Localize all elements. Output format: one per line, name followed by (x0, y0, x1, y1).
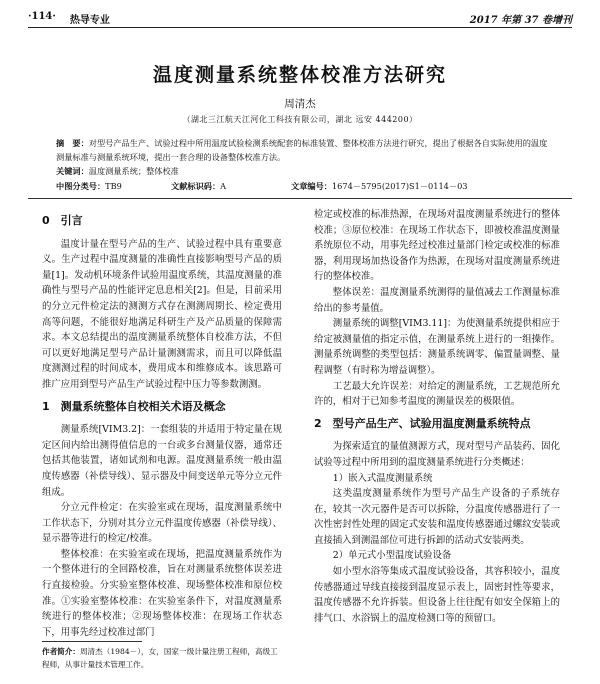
affiliation: （湖北三江航天江河化工科技有限公司，湖北 远安 444200） (182, 115, 418, 124)
para-system-adjustment: 测量系统的调整[VIM3.11]：为使测量系统提供相应于给定被测量值的指定示值，在测量系统上进行的一组操作。测量系统调整的类型包括：测量系统调零、偏置量调整、量程调整（有时称为增益调整）。 (314, 318, 560, 376)
abstract-label: 摘 要： (56, 138, 89, 148)
para-overall-error: 整体误差：温度测量系统测得的量值减去工作测量标准给出的参考量值。 (314, 286, 560, 314)
article-title: 温度测量系统整体校准方法研究 (152, 64, 447, 86)
running-header (28, 10, 572, 26)
clc-value: TB9 (105, 181, 122, 191)
item2-text: 如小型水浴等集成式温度试验设备，其容积较小，温度传感器通过导线直接接到温度显示表上，固密封性等要求，温度传感器不允许拆装。但设备上往往配有如安全保箱上的排气口、水浴锅上的温度检测口等的预留口。 (314, 566, 560, 624)
author: 周清杰 (284, 98, 316, 110)
journal-issue: 2017 年第 37 卷增刊 (469, 14, 572, 26)
item1-text: 这类温度测量系统作为型号产品生产设备的子系统存在，较其一次元器件是否可以拆除，分温度传感器进行了一次性密封性处理的固定式安装和温度传感器通过螺纹安装或直接插入到测温部位可进行拆卸的活动式安装两类。 (314, 488, 560, 546)
doc-code-value: A (220, 181, 227, 191)
para-continued: 检定或校准的标准热源，在现场对温度测量系统进行的整体校准；③原位校准：在现场工作状态下，即被校准温度测量系统原位不动，用事先经过校准过量部门检定或校准的标准器，利用现场加热设备作为热源，在现场对温度测量系统进行的整体校准。 (314, 209, 560, 283)
section2-heading: 2 型号产品生产、试验用温度测量系统特点 (314, 416, 531, 430)
author-footnote (42, 645, 282, 671)
article-number-label: 文章编号： (291, 181, 332, 191)
intro-heading: 0 引言 (42, 214, 83, 227)
intro-paragraph: 温度计量在型号产品的生产、试验过程中具有重要意义。生产过程中温度测量的准确性直接影响型号产品的质量[1]。发动机环境条件试验用温度系统，其温度测量的准确性与型号产品的性能评定息息相关[2]。但是，目前采用的分立元件检定法的测测方式存在测测周期长、检定费用高等问题，不能很好地满足科研生产及产品质量的保障需求。本文总结提出的温度测量系统整体自校准方法，不但可以更好地满足型号产品计量测测需求，而且可以降低温度测测过程的时间成本，费用成本和维修成本。该思路可推广应用到型号产品生产试验过程中压力等参数测测。 (42, 238, 282, 390)
keywords (56, 166, 552, 177)
keywords-label: 关键词： (56, 166, 89, 176)
journal-section: 热导专业 (69, 14, 110, 26)
page-number: ·114· (28, 10, 56, 22)
para-component-calibration: 分立元件检定：在实验室或在现场，温度测量系统中工作状态下，分别对其分立元件温度传感器（补偿导线）、显示器等进行的检定/校准。 (42, 502, 282, 545)
para-process-tolerance: 工艺最大允许误差：对给定的测量系统，工艺规范所允许的，相对于已知参考温度的测量误差的极限值。 (314, 380, 560, 408)
article-number-value: 1674－5795(2017)S1－0114－03 (331, 181, 468, 191)
footnote-text: 周清杰（1984－），女，国家一级计量注册工程师，高级工程师，从事计量技术管理工作。 (42, 647, 278, 669)
classification-line (56, 181, 552, 192)
para-section2-intro: 为探索适宜的量值测源方式，现对型号产品装药、固化试验等过程中所用到的温度测量系统进行分类概述： (314, 441, 560, 468)
footnote-rule (42, 641, 142, 642)
para-measurement-system: 测量系统[VIM3.2]：一套组装的并适用于特定量在规定区间内给出测得值信息的一台或多台测量仪器，通常还包括其他装置，诸如试剂和电源。温度测量系统一般由温度传感器（补偿导线）、显示器及中间变送单元等分立元件组成。 (42, 424, 282, 498)
doc-code-label: 文献标识码： (171, 181, 221, 191)
left-column (42, 207, 282, 640)
para-overall-calibration: 整体校准：在实验室或在现场，把温度测量系统作为一个整体进行的全回路校准，旨在对测量系统整体误差进行直接检验。分实验室整体校准、现场整体校准和原位校准。①实验室整体校准：在实验室条件下，对温度测量系统进行的整体校准；②现场整体校准：在现场工作状态下，用事先经过校准过部门 (42, 548, 282, 638)
abstract (56, 136, 552, 164)
item1-heading: 1）嵌入式温度测量系统 (332, 472, 433, 484)
keywords-text: 温度测量系统；整体校准 (88, 166, 179, 176)
clc-label: 中图分类号： (56, 181, 106, 191)
abstract-text: 对型号产品生产、试验过程中所用温度试验检测系统配套的标准装置、整体校准方法进行研究，提出了根据各自实际使用的温度测量标准与测量系统环境，提出一套合理的设备整体校准方法。 (56, 138, 548, 162)
item2-heading: 2）单元式小型温度试验设备 (332, 550, 452, 562)
right-column (314, 207, 560, 626)
abstract-rule (28, 198, 572, 199)
footnote-label: 作者简介： (42, 647, 80, 656)
section1-heading: 1 测量系统整体自校相关术语及概念 (42, 399, 226, 413)
header-rule (28, 27, 572, 28)
